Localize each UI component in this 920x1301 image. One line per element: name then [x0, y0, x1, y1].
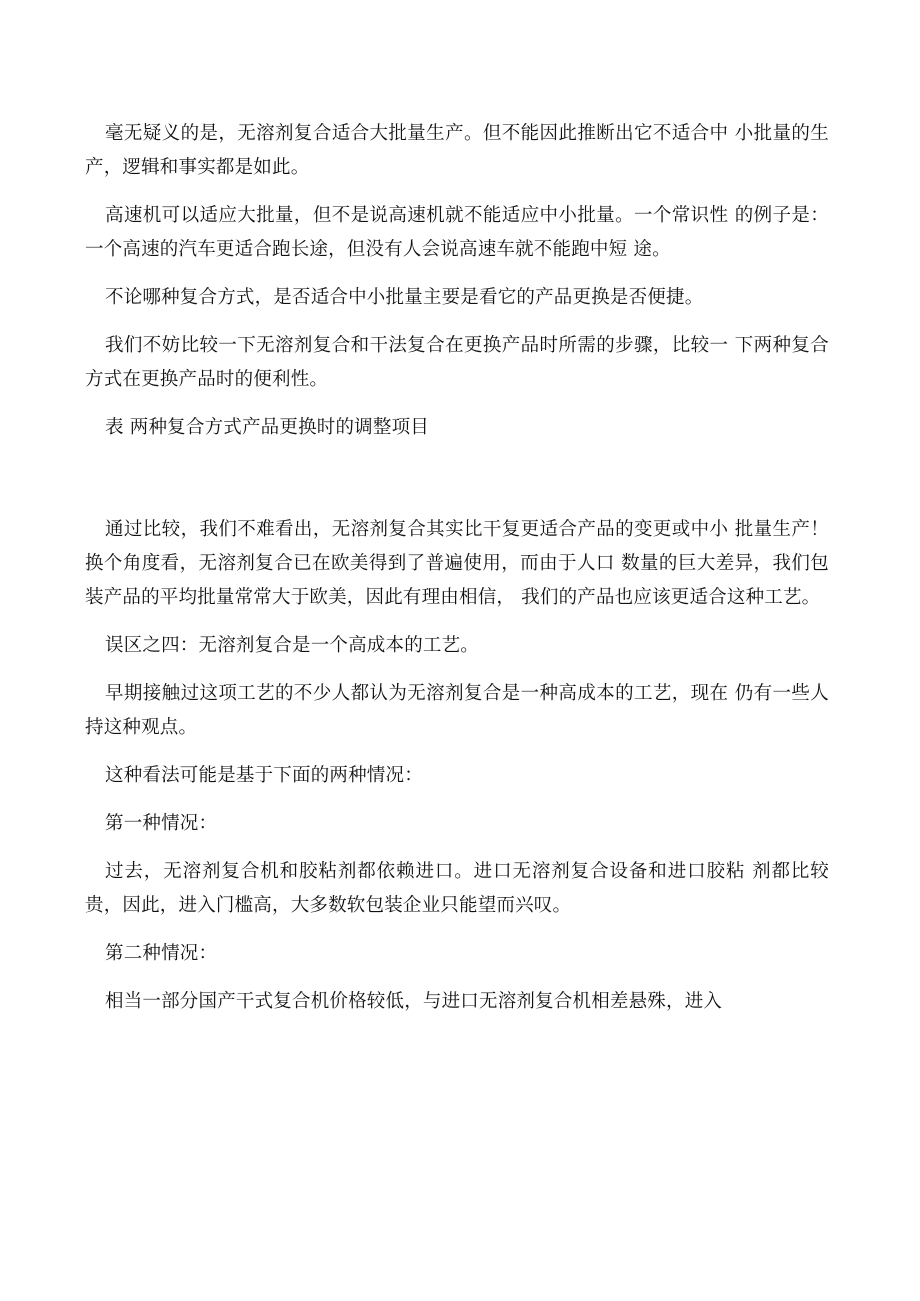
- paragraph-10: 第二种情况：: [105, 943, 218, 964]
- paragraph-6: 早期接触过这项工艺的不少人都认为无溶剂复合是一种高成本的工艺，现在 仍有一些人持这种观点。: [85, 683, 829, 738]
- paragraph-8: 第一种情况：: [105, 813, 218, 834]
- section-heading: 误区之四：无溶剂复合是一个高成本的工艺。: [105, 635, 480, 656]
- table-caption: 表 两种复合方式产品更换时的调整项目: [105, 417, 429, 438]
- document-page: [85, 117, 829, 1019]
- table-placeholder: [85, 445, 829, 499]
- paragraph-3: 不论哪种复合方式，是否适合中小批量主要是看它的产品更换是否便捷。: [105, 287, 704, 308]
- paragraph-1: 毫无疑义的是，无溶剂复合适合大批量生产。但不能因此推断出它不适合中 小批量的生产，逻辑和事实都是如此。: [85, 123, 829, 178]
- paragraph-4: 我们不妨比较一下无溶剂复合和干法复合在更换产品时所需的步骤，比较一 下两种复合方式在更换产品时的便利性。: [85, 335, 829, 390]
- paragraph-11: 相当一部分国产干式复合机价格较低，与进口无溶剂复合机相差悬殊，进入: [105, 991, 723, 1012]
- paragraph-2: 高速机可以适应大批量，但不是说高速机就不能适应中小批量。一个常识性 的例子是：一个高速的汽车更适合跑长途，但没有人会说高速车就不能跑中短 途。: [85, 205, 829, 260]
- paragraph-9: 过去，无溶剂复合机和胶粘剂都依赖进口。进口无溶剂复合设备和进口胶粘 剂都比较贵，因此，进入门槛高，大多数软包装企业只能望而兴叹。: [85, 861, 829, 916]
- paragraph-5: 通过比较，我们不难看出，无溶剂复合其实比干复更适合产品的变更或中小 批量生产！ 换个角度看，无溶剂复合已在欧美得到了普遍使用，而由于人口 数量的巨大差异，我们包装产品的平均批量常常大于欧美，因此有理由相信， 我们的产品也应该更适合这种工艺。: [85, 519, 829, 608]
- paragraph-7: 这种看法可能是基于下面的两种情况：: [105, 765, 423, 786]
